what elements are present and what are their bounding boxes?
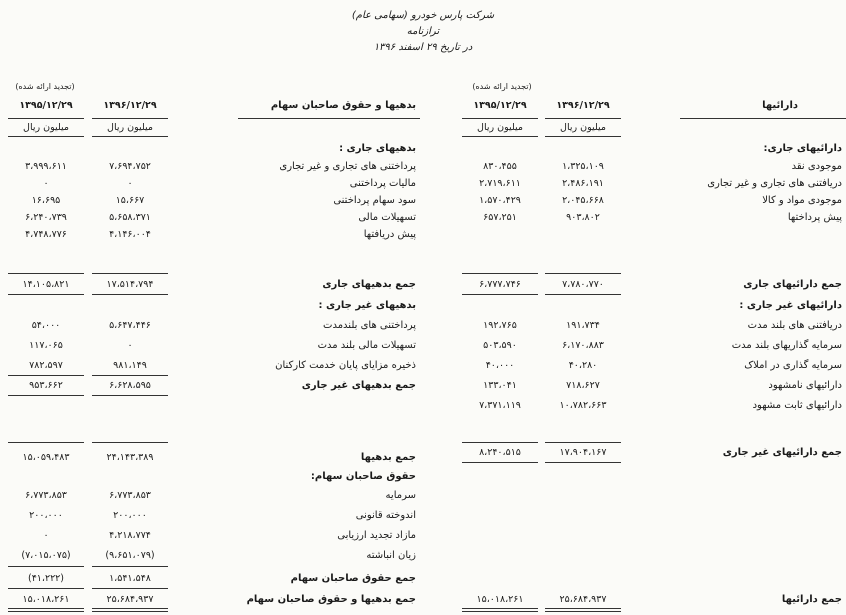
company-name: شرکت پارس خودرو (سهامی عام) <box>351 10 495 21</box>
liabilities-equity-grand-total-double-rule <box>92 608 168 612</box>
liability-row-label: ذخیره مزایای پایان خدمت کارکنان <box>275 360 416 371</box>
asset-row-prior: ۷،۳۷۱،۱۱۹ <box>479 400 521 411</box>
asset-row-label: موجودی نقد <box>791 161 842 172</box>
liability-row-current: ۱۵،۶۶۷ <box>115 195 145 206</box>
liability-row-label: پرداختنی های بلندمدت <box>323 320 416 331</box>
asset-grand-total-label: جمع دارائیها <box>781 594 842 605</box>
equity-row-label: سرمایه <box>385 490 416 501</box>
liability-row-current: ۹۸۱،۱۴۹ <box>113 360 147 371</box>
assets-current-title: دارائیهای جاری: <box>763 143 842 154</box>
asset-row-label: موجودی مواد و کالا <box>762 195 842 206</box>
asset-row-label: پیش پرداختها <box>787 212 842 223</box>
equity-row-prior: ۲۰۰،۰۰۰ <box>29 510 63 521</box>
assets-unit-current: میلیون ریال <box>560 122 606 133</box>
asset-grand-total-current: ۲۵،۶۸۴،۹۳۷ <box>559 594 607 605</box>
asset-noncurrent-total-rule <box>462 442 538 443</box>
equity-row-current: ۲۰۰،۰۰۰ <box>113 510 147 521</box>
liability-current-total-rule <box>92 273 168 274</box>
liabilities-col-current-rule <box>92 118 168 119</box>
asset-grand-total-double-rule <box>462 608 538 612</box>
liability-row-current: ۵،۶۴۷،۴۴۶ <box>109 320 151 331</box>
liabilities-restated-note: (تجدید ارائه شده) <box>15 82 75 91</box>
liabilities-title: بدهیها و حقوق صاحبان سهام <box>270 100 416 111</box>
equity-row-label: زیان انباشته <box>366 550 416 561</box>
liabilities-col-current: ۱۳۹۶/۱۲/۲۹ <box>103 100 157 111</box>
asset-row-current: ۲،۰۴۵،۶۶۸ <box>562 195 604 206</box>
assets-restated-note: (تجدید ارائه شده) <box>472 82 532 91</box>
liability-row-current: ۰ <box>127 340 133 351</box>
liability-row-label: سود سهام پرداختنی <box>333 195 416 206</box>
total-liabilities-current: ۲۴،۱۴۳،۳۸۹ <box>106 452 154 463</box>
liability-row-label: مالیات پرداختنی <box>349 178 416 189</box>
liability-row-prior: ۴،۷۴۸،۷۷۶ <box>25 229 67 240</box>
asset-row-prior: ۲،۷۱۹،۶۱۱ <box>479 178 521 189</box>
equity-row-prior: ۶،۷۷۳،۸۵۳ <box>25 490 67 501</box>
asset-grand-total-prior: ۱۵،۰۱۸،۲۶۱ <box>476 594 524 605</box>
asset-row-label: دارائیهای ثابت مشهود <box>752 400 842 411</box>
liability-noncurrent-total-label: جمع بدهیهای غیر جاری <box>301 380 416 391</box>
asset-row-current: ۲،۴۸۶،۱۹۱ <box>562 178 604 189</box>
asset-noncurrent-total-prior: ۸،۲۴۰،۵۱۵ <box>479 447 521 458</box>
liability-current-total-underline <box>92 294 168 295</box>
total-liabilities-rule <box>92 442 168 443</box>
assets-unit-prior-rule <box>462 136 538 137</box>
liability-row-label: پرداختنی های تجاری و غیر تجاری <box>279 161 416 172</box>
assets-unit-current-rule <box>545 136 621 137</box>
statement-title: ترازنامه <box>406 26 440 37</box>
asset-current-total-rule <box>462 273 538 274</box>
liability-row-prior: ۰ <box>43 178 49 189</box>
liability-row-prior: ۶،۲۴۰،۷۳۹ <box>25 212 67 223</box>
asset-row-prior: ۶۵۷،۲۵۱ <box>483 212 517 223</box>
asset-grand-total-double-rule <box>545 608 621 612</box>
liabilities-col-prior: ۱۳۹۵/۱۲/۲۹ <box>19 100 73 111</box>
liabilities-title-rule <box>238 118 420 119</box>
assets-col-current-rule <box>545 118 621 119</box>
assets-col-prior: ۱۳۹۵/۱۲/۲۹ <box>473 100 527 111</box>
liability-row-prior: ۳،۹۹۹،۶۱۱ <box>25 161 67 172</box>
equity-total-rule <box>8 566 84 567</box>
asset-row-label: سرمایه گذاری در املاک <box>744 360 842 371</box>
liabilities-equity-grand-total-current: ۲۵،۶۸۴،۹۳۷ <box>106 594 154 605</box>
liability-current-total-prior: ۱۴،۱۰۵،۸۲۱ <box>22 279 70 290</box>
assets-title-rule <box>680 118 846 119</box>
liability-row-prior: ۱۶،۶۹۵ <box>31 195 61 206</box>
liability-current-total-rule <box>8 273 84 274</box>
asset-row-prior: ۴۰،۰۰۰ <box>485 360 515 371</box>
liability-row-prior: ۵۴،۰۰۰ <box>31 320 61 331</box>
asset-current-total-underline <box>462 294 538 295</box>
asset-noncurrent-total-current: ۱۷،۹۰۴،۱۶۷ <box>559 447 607 458</box>
liability-row-prior: ۱۱۷،۰۶۵ <box>29 340 63 351</box>
asset-current-total-prior: ۶،۷۷۷،۷۴۶ <box>479 279 521 290</box>
asset-row-prior: ۱۹۲،۷۶۵ <box>483 320 517 331</box>
liability-row-prior: ۷۸۲،۵۹۷ <box>29 360 63 371</box>
liability-row-current: ۰ <box>127 178 133 189</box>
asset-row-current: ۱،۳۲۵،۱۰۹ <box>562 161 604 172</box>
equity-row-current: ۴،۲۱۸،۷۷۴ <box>109 530 151 541</box>
asset-noncurrent-total-rule <box>545 442 621 443</box>
liability-noncurrent-total-rule <box>92 375 168 376</box>
liability-row-label: تسهیلات مالی بلند مدت <box>317 340 416 351</box>
liabilities-col-prior-rule <box>8 118 84 119</box>
liability-noncurrent-total-underline <box>8 395 84 396</box>
liability-row-current: ۷،۶۹۴،۷۵۲ <box>109 161 151 172</box>
assets-col-prior-rule <box>462 118 538 119</box>
asset-row-prior: ۱،۵۷۰،۴۲۹ <box>479 195 521 206</box>
statement-date: در تاریخ ۲۹ اسفند ۱۳۹۶ <box>373 42 473 53</box>
total-liabilities-label: جمع بدهیها <box>360 452 416 463</box>
equity-total-underline <box>92 588 168 589</box>
asset-row-prior: ۱۳۳،۰۴۱ <box>483 380 517 391</box>
equity-total-underline <box>8 588 84 589</box>
equity-row-label: مازاد تجدید ارزیابی <box>337 530 416 541</box>
liability-noncurrent-total-underline <box>92 395 168 396</box>
total-liabilities-rule <box>8 442 84 443</box>
total-liabilities-prior: ۱۵،۰۵۹،۴۸۳ <box>22 452 70 463</box>
liabilities-noncurrent-title: بدهیهای غیر جاری : <box>318 300 416 311</box>
liability-current-total-current: ۱۷،۵۱۴،۷۹۴ <box>106 279 154 290</box>
liability-noncurrent-total-current: ۶،۶۲۸،۵۹۵ <box>109 380 151 391</box>
assets-col-current: ۱۳۹۶/۱۲/۲۹ <box>556 100 610 111</box>
asset-row-current: ۱۰،۷۸۲،۶۶۳ <box>559 400 607 411</box>
equity-title: حقوق صاحبان سهام: <box>310 471 416 482</box>
asset-row-current: ۱۹۱،۷۳۴ <box>566 320 600 331</box>
liabilities-current-title: بدهیهای جاری : <box>339 143 416 154</box>
asset-row-label: سرمایه گذاریهای بلند مدت <box>731 340 842 351</box>
asset-noncurrent-total-label: جمع دارائیهای غیر جاری <box>722 447 842 458</box>
equity-total-label: جمع حقوق صاحبان سهام <box>290 573 416 584</box>
assets-unit-prior: میلیون ریال <box>477 122 523 133</box>
equity-row-prior: (۷،۰۱۵،۰۷۵) <box>21 550 71 561</box>
equity-total-prior: (۴۱،۲۲۲) <box>28 573 64 584</box>
liability-row-current: ۵،۶۵۸،۳۷۱ <box>109 212 151 223</box>
liabilities-equity-grand-total-prior: ۱۵،۰۱۸،۲۶۱ <box>22 594 70 605</box>
assets-title: دارائیها <box>762 100 798 111</box>
liability-row-current: ۴،۱۴۶،۰۰۴ <box>109 229 151 240</box>
asset-current-total-rule <box>545 273 621 274</box>
asset-row-label: دریافتنی های بلند مدت <box>747 320 842 331</box>
asset-row-current: ۴۰،۲۸۰ <box>568 360 598 371</box>
asset-row-current: ۹۰۳،۸۰۲ <box>566 212 600 223</box>
liability-row-label: پیش دریافتها <box>363 229 416 240</box>
asset-current-total-current: ۷،۷۸۰،۷۷۰ <box>562 279 604 290</box>
liability-noncurrent-total-prior: ۹۵۳،۶۶۲ <box>29 380 63 391</box>
asset-noncurrent-total-underline <box>462 462 538 463</box>
liabilities-unit-current: میلیون ریال <box>107 122 153 133</box>
equity-total-current: ۱،۵۴۱،۵۴۸ <box>109 573 151 584</box>
equity-row-current: (۹،۶۵۱،۰۷۹) <box>105 550 155 561</box>
liability-current-total-underline <box>8 294 84 295</box>
equity-row-prior: ۰ <box>43 530 49 541</box>
liabilities-equity-grand-total-label: جمع بدهیها و حقوق صاحبان سهام <box>246 594 416 605</box>
asset-row-label: دریافتنی های تجاری و غیر تجاری <box>707 178 842 189</box>
liabilities-equity-grand-total-double-rule <box>8 608 84 612</box>
asset-current-total-label: جمع دارائیهای جاری <box>743 279 842 290</box>
equity-row-current: ۶،۷۷۳،۸۵۳ <box>109 490 151 501</box>
liabilities-unit-prior: میلیون ریال <box>23 122 69 133</box>
liability-current-total-label: جمع بدهیهای جاری <box>322 279 416 290</box>
asset-row-current: ۶،۱۷۰،۸۸۳ <box>562 340 604 351</box>
liability-noncurrent-total-rule <box>8 375 84 376</box>
asset-row-prior: ۸۳۰،۴۵۵ <box>483 161 517 172</box>
asset-noncurrent-total-underline <box>545 462 621 463</box>
asset-row-current: ۷۱۸،۶۲۷ <box>566 380 600 391</box>
liability-row-label: تسهیلات مالی <box>358 212 416 223</box>
equity-row-label: اندوخته قانونی <box>355 510 416 521</box>
assets-noncurrent-title: دارائیهای غیر جاری : <box>739 300 842 311</box>
liabilities-unit-prior-rule <box>8 136 84 137</box>
asset-row-prior: ۵۰۳،۵۹۰ <box>483 340 517 351</box>
asset-row-label: دارائیهای نامشهود <box>768 380 842 391</box>
asset-current-total-underline <box>545 294 621 295</box>
equity-total-rule <box>92 566 168 567</box>
liabilities-unit-current-rule <box>92 136 168 137</box>
